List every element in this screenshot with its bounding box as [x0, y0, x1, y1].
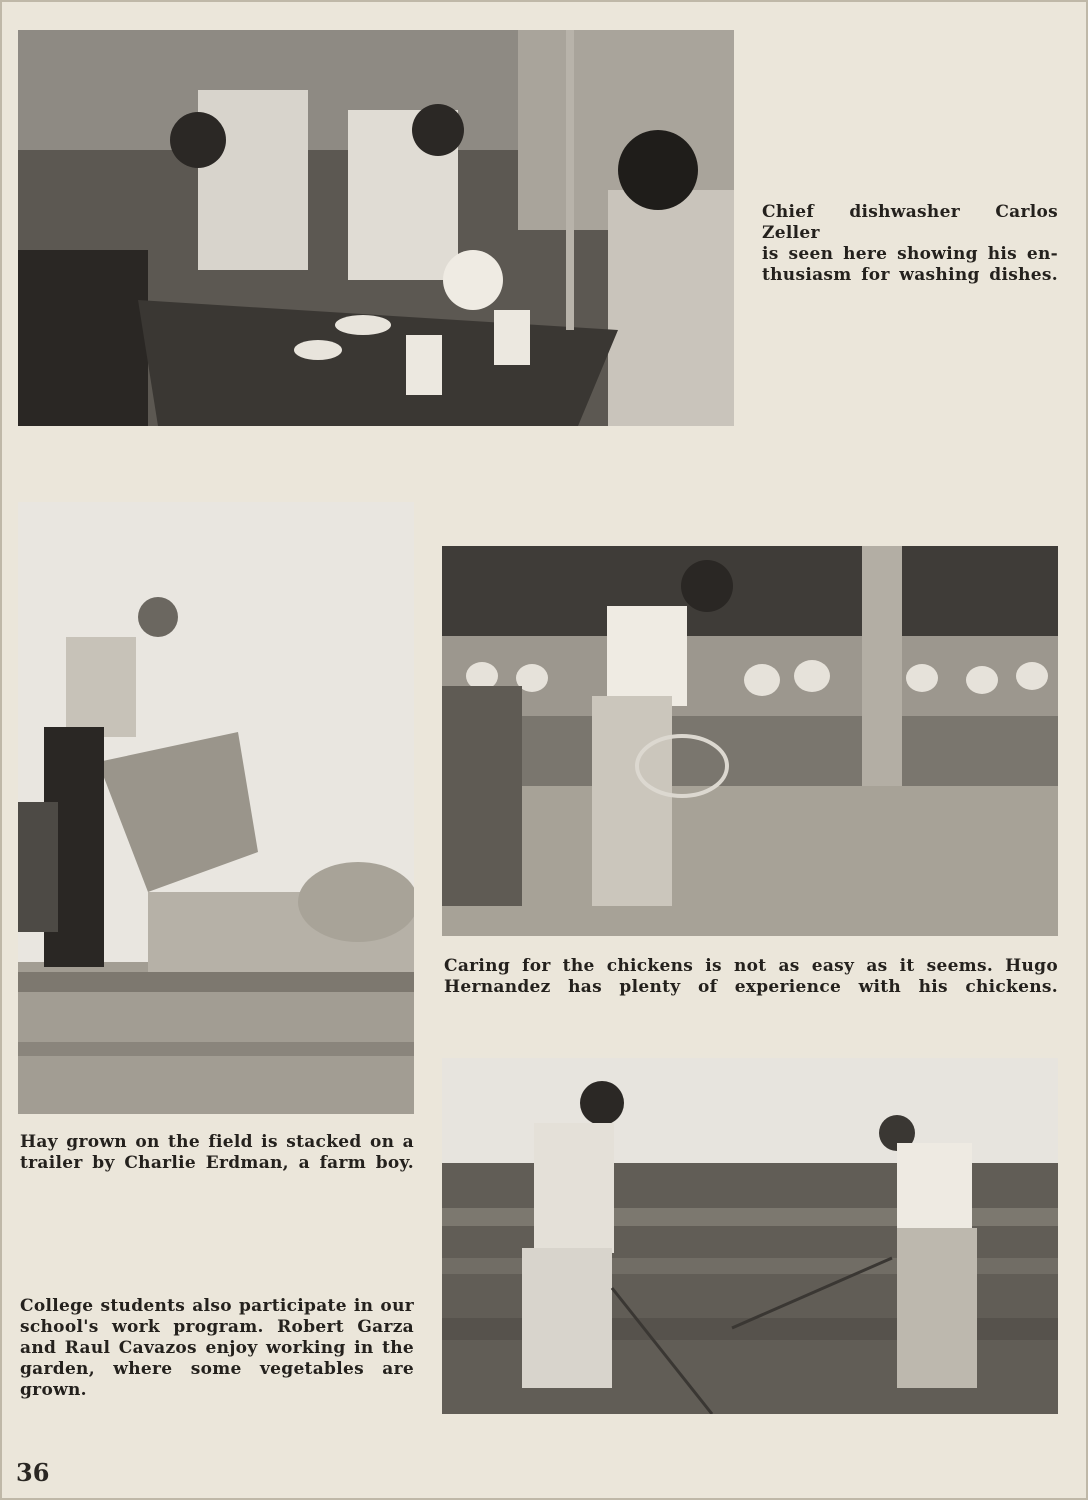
chickens-caption-line: Hernandez has plenty of experience with his chickens.: [444, 977, 1058, 997]
garden-caption-line: school's work program. Robert Garza: [20, 1317, 414, 1337]
dishwashing-photo-art: [18, 30, 734, 426]
dishwashing-caption-line: thusiasm for washing dishes.: [762, 265, 1058, 285]
garden-caption: [20, 1296, 414, 1401]
chickens-caption: [444, 956, 1058, 998]
dishwashing-caption: [762, 202, 1058, 286]
hay-photo-art: [18, 502, 414, 1114]
garden-photo-art: [442, 1058, 1058, 1414]
garden-caption-line: garden, where some vegetables are grown.: [20, 1359, 414, 1400]
garden-caption-line: College students also participate in our: [20, 1296, 414, 1316]
dishwashing-caption-line: Chief dishwasher Carlos Zeller: [762, 202, 1058, 243]
chickens-photo-art: [442, 546, 1058, 936]
garden-caption-line: and Raul Cavazos enjoy working in the: [20, 1338, 414, 1358]
chickens-photo: [442, 546, 1058, 936]
page-number: 36: [16, 1458, 50, 1487]
dishwashing-photo: [18, 30, 734, 426]
hay-caption-line: trailer by Charlie Erdman, a farm boy.: [20, 1153, 414, 1173]
hay-caption-line: Hay grown on the field is stacked on a: [20, 1132, 414, 1152]
chickens-caption-line: Caring for the chickens is not as easy as it seems. Hugo: [444, 956, 1058, 976]
garden-photo: [442, 1058, 1058, 1414]
hay-caption: [20, 1132, 414, 1174]
hay-photo: [18, 502, 414, 1114]
dishwashing-caption-line: is seen here showing his en-: [762, 244, 1058, 264]
